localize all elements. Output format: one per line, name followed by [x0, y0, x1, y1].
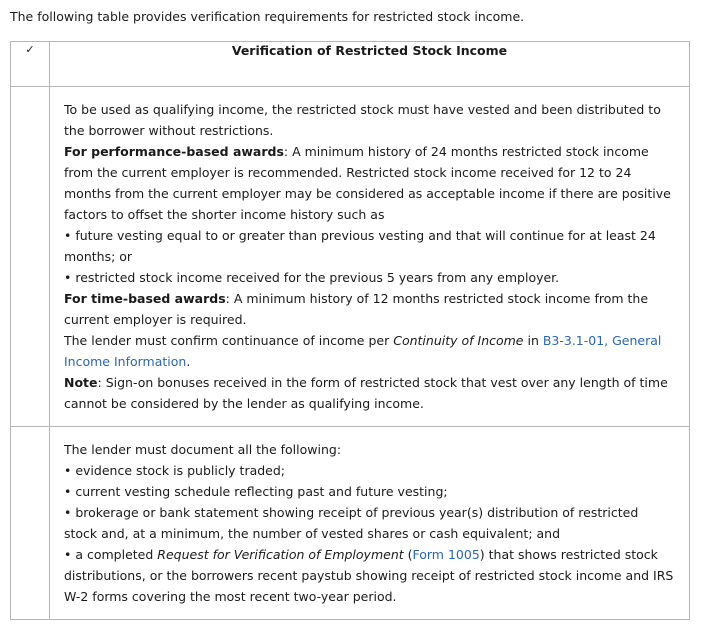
table-row [11, 427, 690, 620]
continuance-paragraph [64, 330, 675, 372]
note-text: : Sign-on bonuses received in the form of restricted stock that vest over any length of time cannot be considered by the lender as qualifying income. [64, 375, 668, 411]
form-italic: Request for Verification of Employment [157, 547, 404, 562]
documentation-intro: The lender must document all the following: [64, 442, 342, 457]
time-label: For time-based awards [64, 291, 226, 306]
continuity-italic: Continuity of Income [393, 333, 524, 348]
table-row [11, 87, 690, 427]
note-label: Note [64, 375, 98, 390]
continuance-mid: in [523, 333, 543, 348]
bullet-brokerage-statement: • brokerage or bank statement showing receipt of previous year(s) distribution of restricted stock and, at a minimum, the number of vested shares or cash equivalent; and [64, 505, 639, 541]
check-cell [11, 427, 50, 620]
bullet-five-years: • restricted stock income received for the previous 5 years from any employer. [64, 270, 560, 285]
general-income-link[interactable]: B3-3.1-01, General Income Information [64, 333, 662, 369]
documentation-cell [50, 427, 690, 620]
performance-text: : A minimum history of 24 months restricted stock income from the current employer is recommended. Restricted stock income received for 12 to 24 months from the current employer may be considered as acceptable income if there are positive factors to offset the shorter income history such as [64, 144, 671, 222]
bullet-future-vesting: • future vesting equal to or greater than previous vesting and that will continue for at least 24 months; or [64, 228, 656, 264]
table-header-row [11, 42, 690, 87]
vesting-paragraph: To be used as qualifying income, the restricted stock must have vested and been distributed to the borrower without restrictions. [64, 102, 661, 138]
form-end: ) that shows restricted stock distributions, or the borrowers recent paystub showing receipt of restricted stock income and IRS W-2 forms covering the most recent two-year period. [64, 547, 674, 604]
requirements-cell [50, 87, 690, 427]
continuance-end: . [186, 354, 191, 369]
form-pre: • a completed [64, 547, 158, 562]
form-mid: ( [403, 547, 413, 562]
verification-table [10, 41, 690, 620]
intro-text: The following table provides verification requirements for restricted stock income. [10, 9, 525, 24]
bullet-publicly-traded: • evidence stock is publicly traded; [64, 463, 286, 478]
continuance-pre: The lender must confirm continuance of income per [64, 333, 394, 348]
time-paragraph [64, 288, 675, 330]
check-cell [11, 87, 50, 427]
form-1005-link[interactable]: Form 1005 [412, 547, 480, 562]
bullet-vesting-schedule: • current vesting schedule reflecting past and future vesting; [64, 484, 448, 499]
performance-paragraph [64, 141, 675, 225]
performance-label: For performance-based awards [64, 144, 284, 159]
bullet-verification-form [64, 544, 675, 607]
checkmark-icon: ✓ [11, 42, 50, 87]
time-text: : A minimum history of 12 months restricted stock income from the current employer is required. [64, 291, 649, 327]
note-paragraph [64, 372, 675, 414]
table-title: Verification of Restricted Stock Income [50, 42, 690, 87]
